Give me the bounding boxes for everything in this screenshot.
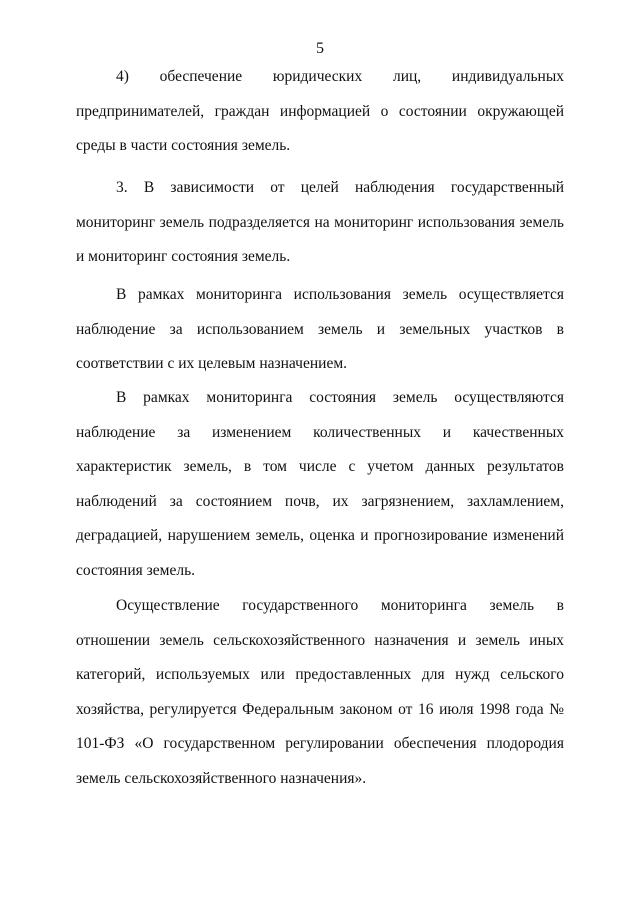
paragraph-monitoring-division: 3. В зависимости от целей наблюдения государственный мониторинг земель подразделяется на мониторинг использования земель и мониторинг состояния земель. <box>76 179 564 265</box>
paragraph-agricultural-land-monitoring: Осуществление государственного мониторинга земель в отношении земель сельскохозяйственного назначения и земель иных категорий, используемых или предоставленных для нужд сельского хозяйства, регулируется Федеральным законом от 16 июля 1998 года № 101-ФЗ «О государственном регулировании обеспечения плодородия земель сельскохозяйственного назначения». <box>76 597 564 787</box>
paragraph-land-info-provision: 4) обеспечение юридических лиц, индивидуальных предпринимателей, граждан информацией о состоянии окружающей среды в части состояния земель. <box>76 68 564 154</box>
page-number: 5 <box>316 40 324 57</box>
paragraph-land-condition-monitoring: В рамках мониторинга состояния земель осуществляются наблюдение за изменением количественных и качественных характеристик земель, в том числе с учетом данных результатов наблюдений за состоянием почв, их загрязнением, захламлением, деградацией, нарушением земель, оценка и прогнозирование изменений состояния земель. <box>76 389 564 579</box>
paragraph-land-use-monitoring: В рамках мониторинга использования земель осуществляется наблюдение за использованием земель и земельных участков в соответствии с их целевым назначением. <box>76 286 564 372</box>
